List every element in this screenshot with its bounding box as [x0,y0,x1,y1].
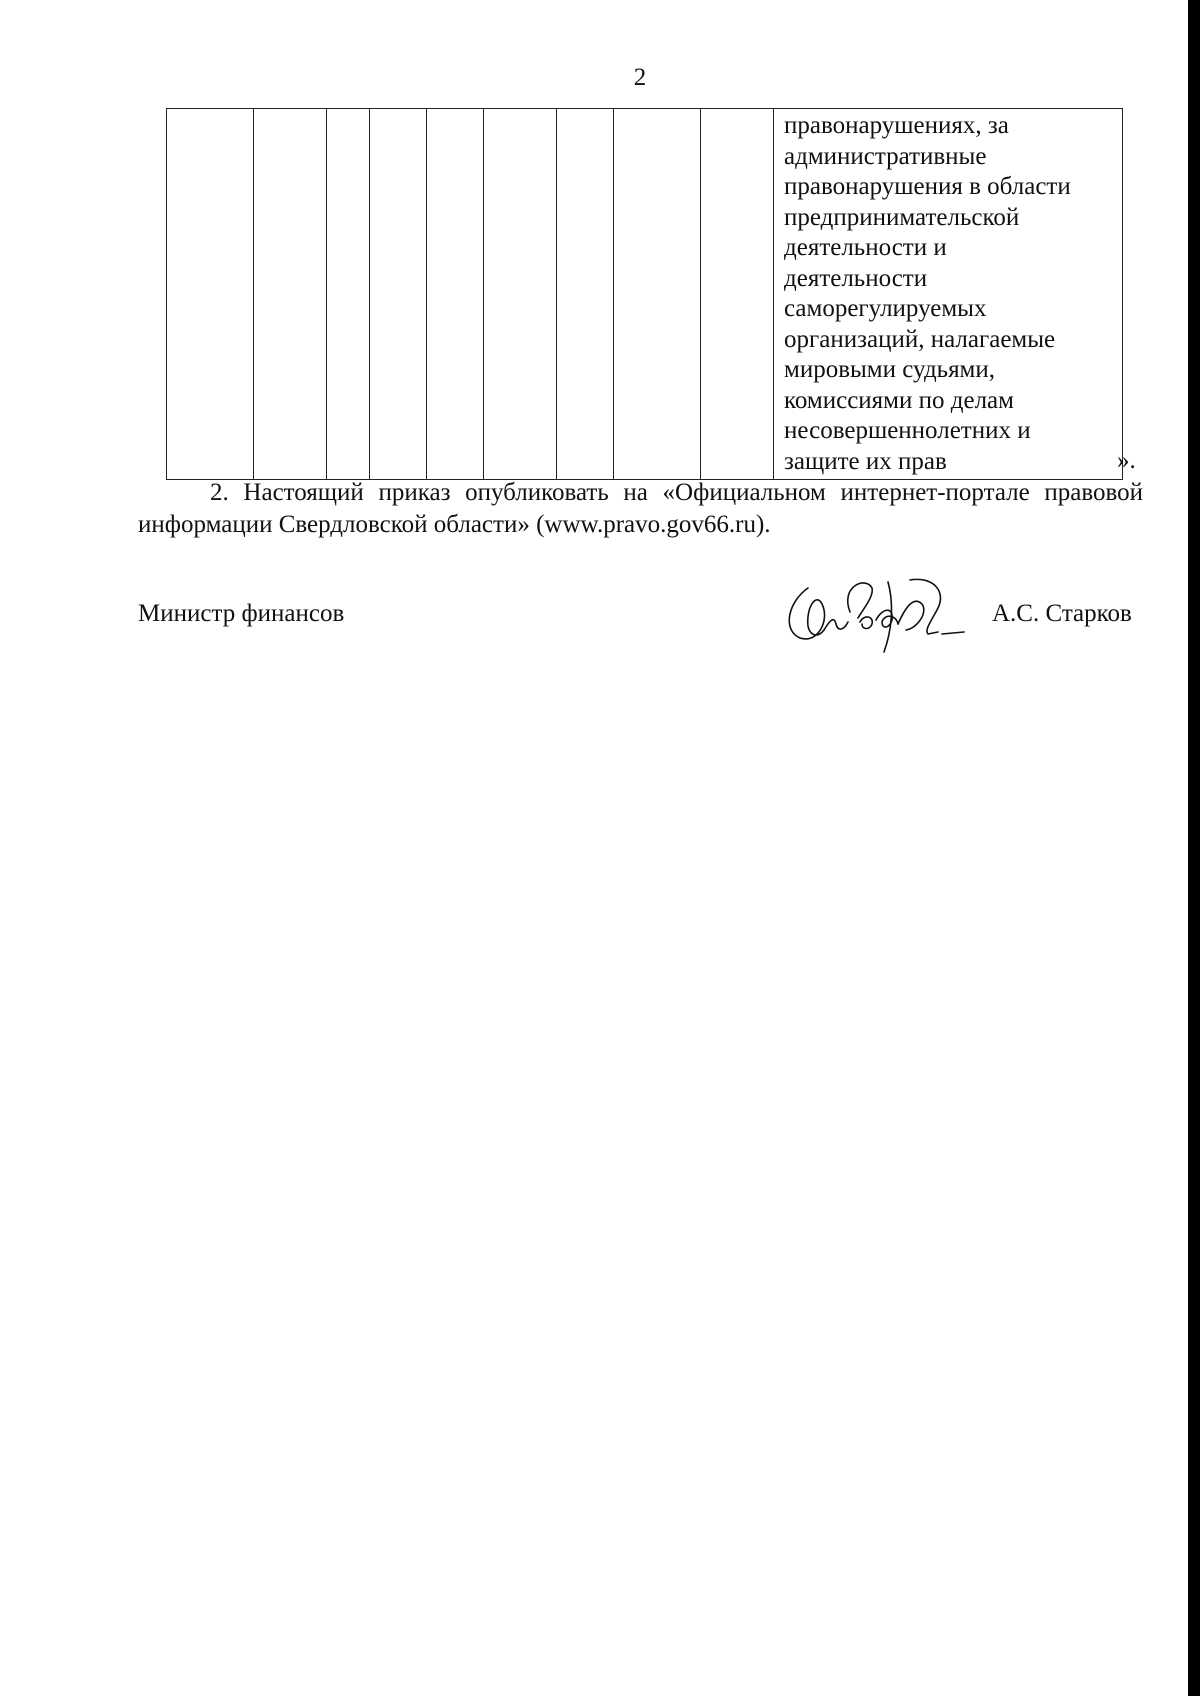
table-cell-empty [484,109,557,480]
paragraph-2: 2. Настоящий приказ опубликовать на «Официальном интернет-портале правовой информации Свердловской области» (www.pravo.gov66.ru). [138,479,1143,538]
cell-text-line: правонарушения в области [784,173,1071,200]
table-cell-empty [254,109,327,480]
table-cell-empty [701,109,774,480]
signatory-name: А.С. Старков [992,600,1132,627]
signatory-title: Министр финансов [138,600,345,627]
table-cell-description [774,109,1123,480]
continuation-table [166,108,1123,480]
cell-text-line: правонарушениях, за [784,112,1009,139]
cell-text-line: деятельности и [784,234,947,261]
table-row [167,109,1123,480]
cell-text-line: защите их прав [784,447,947,475]
table-cell-empty [370,109,427,480]
scan-edge-border [1188,0,1200,1696]
cell-text-line: предпринимательской [784,203,1020,231]
cell-text-line: саморегулируемых [784,295,987,322]
table-cell-empty [327,109,370,480]
table-cell-empty [167,109,254,480]
table-cell-empty [427,109,484,480]
cell-text-line: комиссиями по делам [784,386,1014,414]
table-cell-empty [557,109,614,480]
handwritten-signature-icon [778,568,968,660]
cell-text-line: несовершеннолетних и [784,417,1031,444]
cell-text-line: административные [784,142,987,170]
closing-quote-mark: ». [1117,447,1136,474]
cell-text-line: организаций, налагаемые [784,325,1056,353]
page-number: 2 [633,64,647,91]
table-cell-empty [614,109,701,480]
cell-text-line: мировыми судьями, [784,356,996,383]
cell-text-line: деятельности [784,264,928,292]
